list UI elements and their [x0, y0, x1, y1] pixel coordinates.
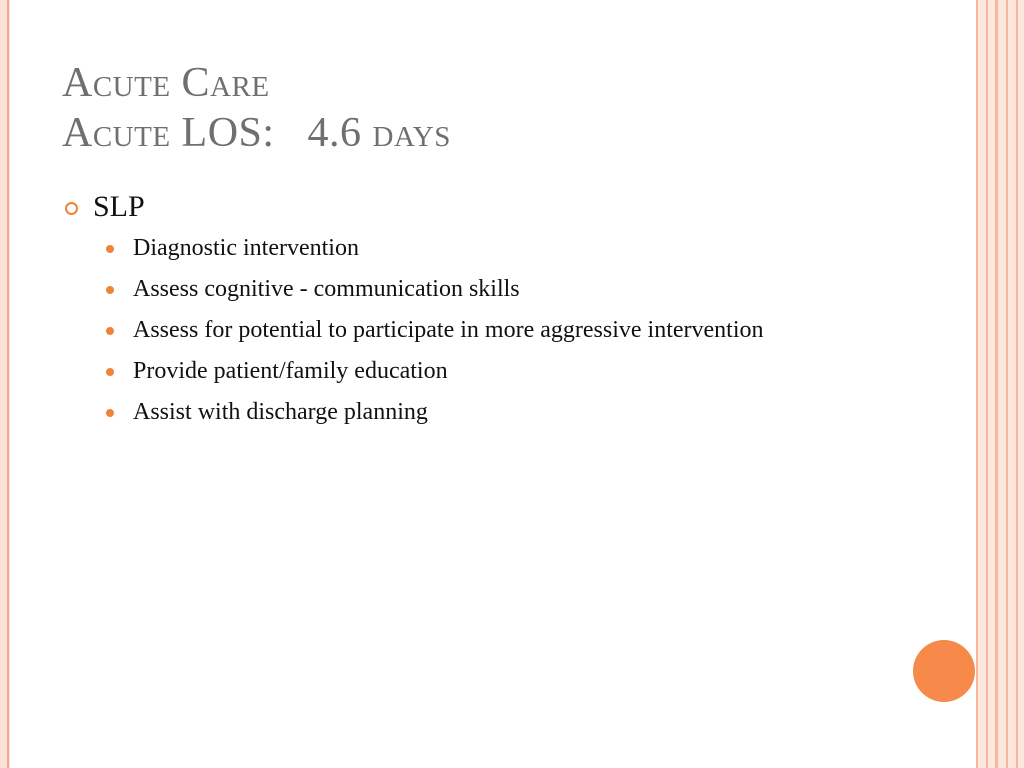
- decorative-circle-icon: [913, 640, 975, 702]
- right-stripe-line: [1006, 0, 1008, 768]
- sub-bullet-item: [102, 396, 902, 429]
- dot-bullet-icon: [106, 409, 114, 417]
- left-border-line: [7, 0, 9, 768]
- right-stripe-line: [986, 0, 988, 768]
- sub-bullet-text: Diagnostic intervention: [133, 235, 359, 261]
- bullet-level-1-text: SLP: [93, 190, 145, 223]
- dot-bullet-icon: [106, 327, 114, 335]
- bullet-level-1: [62, 188, 902, 226]
- slide-title: [62, 58, 451, 158]
- sub-bullet-text: Assess for potential to participate in more aggressive intervention: [133, 317, 764, 343]
- sub-bullet-item: [102, 273, 902, 306]
- dot-bullet-icon: [106, 286, 114, 294]
- slide-title-line-1: Acute Care: [62, 60, 270, 106]
- sub-bullet-text: Assess cognitive - communication skills: [133, 276, 520, 302]
- right-stripe-line: [976, 0, 978, 768]
- sub-bullet-text: Assist with discharge planning: [133, 399, 428, 425]
- sub-bullet-item: [102, 314, 902, 347]
- right-stripe-line: [995, 0, 998, 768]
- ring-bullet-icon: [65, 202, 78, 215]
- sub-bullet-text: Provide patient/family education: [133, 358, 448, 384]
- sub-bullet-list: [62, 232, 902, 429]
- sub-bullet-item: [102, 232, 902, 265]
- right-stripe-line: [1016, 0, 1018, 768]
- slide-body: [62, 188, 902, 437]
- slide-title-line-2: Acute LOS: 4.6 days: [62, 110, 451, 156]
- dot-bullet-icon: [106, 245, 114, 253]
- sub-bullet-item: [102, 355, 902, 388]
- dot-bullet-icon: [106, 368, 114, 376]
